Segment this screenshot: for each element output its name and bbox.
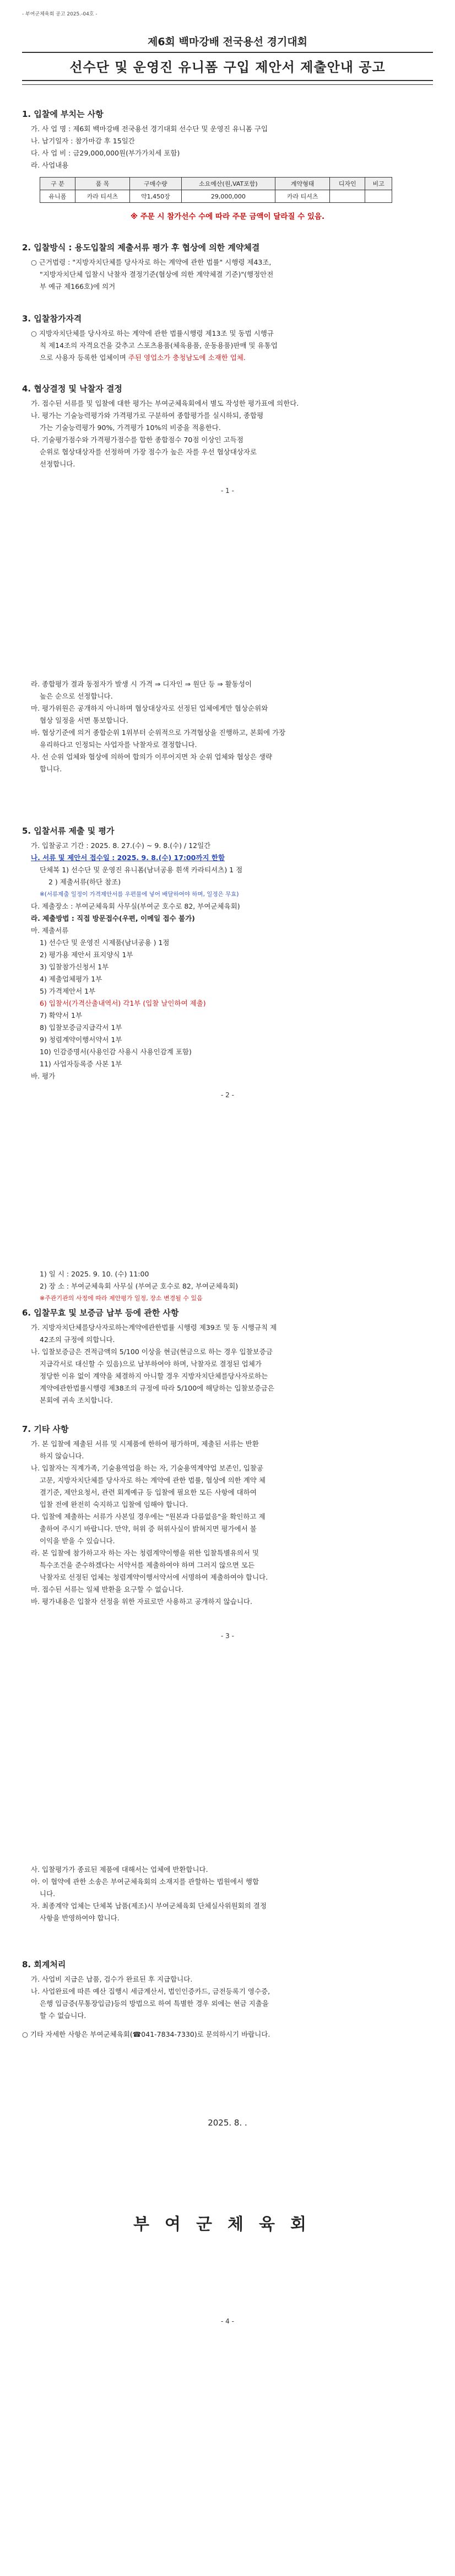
sec6-line: 가. 지방자치단체를당사자로하는계약에관한법률 시행령 제39조 및 동 시행규칙 제 — [31, 1323, 277, 1332]
announcement-date: 2025. 8. . — [208, 2118, 247, 2128]
page-number: - 1 - — [221, 487, 234, 495]
sec7-line: 바. 평가내용은 입찰자 선정을 위한 자료로만 사용하고 공개하지 않습니다. — [31, 1597, 252, 1606]
sec6-line: 42조의 규정에 의합니다. — [40, 1335, 115, 1344]
sec5b-line: 1) 일 시 : 2025. 9. 10. (수) 11:00 — [40, 1270, 149, 1278]
sec7-heading: 7. 기타 사항 — [22, 1424, 69, 1434]
sec7-line: 고문, 지방자치단체를 당사자로 하는 계약에 관한 법률, 협상에 의한 계약 체 — [40, 1476, 266, 1484]
sec3-heading: 3. 입찰참가자격 — [22, 314, 82, 324]
page-4 — [22, 1864, 433, 2325]
sec8-line: 은행 입금증(무통장입금)등의 방법으로 하여 특별한 경우 외에는 현금 지출을 — [40, 1999, 269, 2008]
sec6-line: 계약에관한법률시행령 제38조의 규정에 따라 5/100에 해당하는 입찰보증금은 — [40, 1384, 274, 1392]
table-header: 구매수량 — [130, 178, 182, 190]
sec1-line: 라. 사업내용 — [31, 161, 69, 169]
sec5-heading: 5. 입찰서류 제출 및 평가 — [22, 826, 115, 836]
sec5-line: 2) 평가용 제안서 표지양식 1부 — [40, 951, 133, 959]
page-number: - 3 - — [221, 1632, 234, 1640]
sec1-heading: 1. 입찰에 부치는 사항 — [22, 109, 104, 119]
page-number: - 2 - — [221, 1091, 234, 1099]
table-header: 디자인 — [330, 178, 365, 190]
sec5-line: 단체복 1) 선수단 및 운영진 유니폼(남녀공용 흰색 카라티셔츠) 1 점 — [40, 866, 243, 874]
table-cell: 약1,450장 — [130, 190, 182, 203]
sec7-line: 라. 본 입찰에 참가하고자 하는 자는 청렴계약이행을 위한 입찰특별유의서 및 — [31, 1549, 259, 1557]
sec7-line: 출하여 주시기 바랍니다. 만약, 허위 증 허위사실이 밝혀지면 평가에서 불 — [40, 1525, 257, 1533]
sec2-line: 부 예규 제166호)에 의거 — [40, 282, 116, 291]
sec3-highlight: 주된 영업소가 충청남도에 소재한 업체. — [128, 353, 246, 362]
sec4-line: 협상 일정을 서면 통보합니다. — [40, 716, 128, 724]
sec5-line: 9) 청렴계약이행서약서 1부 — [40, 1035, 122, 1044]
sec3-line: 으로 사용자 등록한 업체이며 주된 영업소가 충청남도에 소재한 업체. — [40, 353, 246, 362]
items-table — [40, 177, 392, 203]
sec4-line: 선정합니다. — [40, 460, 75, 468]
sec7-line: 이익을 받을 수 있습니다. — [40, 1537, 115, 1545]
table-cell — [365, 190, 392, 203]
sec7-line: 가. 본 입찰에 제출된 서류 및 시제품에 한하여 평가하며, 제출된 서류는 반환 — [31, 1440, 259, 1448]
table-header: 구 분 — [40, 178, 75, 190]
sec4-line: 나. 평가는 기술능력평가와 가격평가로 구분하여 종합평가를 실시하되, 종합평 — [31, 411, 264, 420]
table-header: 소요예산(원,VAT포함) — [181, 178, 275, 190]
sec1-note: ※ 주문 시 참가선수 수에 따라 주문 금액이 달라질 수 있음. — [130, 212, 325, 221]
sec4-line: 유리하다고 인정되는 사업자를 낙찰자로 결정합니다. — [40, 740, 197, 749]
sec5-line: 가. 입찰공고 기간 : 2025. 8. 27.(수) ~ 9. 8.(수) / 12일간 — [31, 841, 211, 850]
sec1-line: 가. 사 업 명 : 제6회 백마강배 전국용선 경기대회 선수단 및 운영진 유니폼 구입 — [31, 125, 268, 133]
sec8-heading: 8. 회계처리 — [22, 1960, 66, 1969]
sec6-line: 본회에 귀속 조치합니다. — [40, 1396, 113, 1404]
sec4-line: 라. 종합평가 결과 동점자가 발생 시 가격 ⇒ 디자인 ⇒ 원단 등 ⇒ 활동성이 — [31, 680, 252, 688]
header-note: - 부여군체육회 공고 2025.-04호 - — [22, 12, 98, 17]
sec7-line: 낙찰자로 선정된 업체는 청렴계약이행서약서에 서명하여 제출하여야 합니다. — [40, 1573, 268, 1581]
sec4-line: 순위로 협상대상자를 선정하며 가장 점수가 높은 자를 우선 협상대상자로 — [40, 448, 257, 456]
sec5-line: 8) 입찰보증금지급각서 1부 — [40, 1023, 122, 1032]
sec4-line: 높은 순으로 선정합니다. — [40, 692, 113, 700]
sec7b-line: 사항을 반영하여야 합니다. — [40, 1914, 120, 1922]
sec7-line: 마. 접수된 서류는 일체 반환을 요구할 수 없습니다. — [31, 1585, 184, 1593]
sec5-line: 나. 서류 및 제안서 접수일 : 2025. 9. 8.(수) 17:00까지 한함 — [31, 854, 225, 862]
table-cell: 카라 티셔츠 — [75, 190, 129, 203]
sec5-line: 바. 평가 — [31, 1072, 56, 1080]
table-cell — [330, 190, 365, 203]
sec7-line: 입찰 전에 완전히 숙지하고 입찰에 임해야 합니다. — [40, 1500, 188, 1509]
sec7-line: 결기준, 제안요청서, 관련 회계예규 등 입찰에 필요한 모든 사항에 대하여 — [40, 1488, 257, 1496]
sec4-line: 사. 선 순위 업체와 협상에 의하여 합의가 이루어지면 차 순위 업체와 협상은 생략 — [31, 753, 273, 761]
sec7b-line: 아. 이 협약에 관한 소송은 부여군체육회의 소재지를 관할하는 법원에서 행합 — [31, 1877, 259, 1886]
sec6-line: 나. 입찰보증금은 견적금액의 5/100 이상을 현금(현금으로 하는 경우 입찰보증금 — [31, 1348, 273, 1356]
sec4-line: 마. 평가위원은 공개하지 아니하며 협상대상자로 선정된 업체에게만 협상순위와 — [31, 704, 268, 712]
sec4-line: 가는 기술능력평가 90%, 가격평가 10%의 비중을 적용한다. — [40, 423, 221, 432]
sec5-line: 10) 인감증명서(사용인감 사용시 사용인감계 포함) — [40, 1048, 192, 1056]
sec5-line: 6) 입찰서(가격산출내역서) 각1부 (입찰 날인하여 제출) — [40, 999, 206, 1007]
sec5-line: 11) 사업자등록증 사본 1부 — [40, 1060, 122, 1068]
title-rule-thin — [22, 84, 433, 85]
table-header: 품 목 — [75, 178, 129, 190]
sec6-line: 지급각서로 대신할 수 있음)으로 납부하여야 하며, 낙찰자로 결정된 업체가 — [40, 1360, 262, 1368]
sec2-heading: 2. 입찰방식 : 용도입찰의 제출서류 평가 후 협상에 의한 계약체결 — [22, 243, 260, 253]
sec5b-line: 2) 장 소 : 부여군체육회 사무실 (부여군 호수로 82, 부여군체육회) — [40, 1282, 239, 1290]
sec7-line: 특수조건을 준수하겠다는 서약서를 제출하여야 하며 그러지 않으면 모든 — [40, 1561, 255, 1569]
sec5-line: 5) 가격제안서 1부 — [40, 987, 96, 995]
sec4-line: 다. 기술평가점수와 가격평가점수를 합한 종합점수 70점 이상인 고득점 — [31, 436, 243, 444]
page-number: - 4 - — [221, 2317, 234, 2325]
table-header: 비고 — [365, 178, 392, 190]
sec4-line: 가. 접수된 서류를 및 입찰에 대한 평가는 부여군체육회에서 별도 작성한 평가표에 의한다. — [31, 399, 299, 407]
sec7-line: 나. 입찰자는 직계가족, 기술용역업을 하는 자, 기술용역계약업 보존인, 입찰공 — [31, 1464, 264, 1472]
sec7b-line: 사. 입찰평가가 종료된 제품에 대해서는 업체에 반환합니다. — [31, 1865, 208, 1874]
sec3-line: 칙 제14조의 자격요건을 갖추고 스포츠용품(체육용품, 운동용품)판매 및 유통업 — [40, 341, 278, 350]
sec5-line: 2 ) 제출서류(하단 참조) — [48, 878, 121, 886]
sec7-line: 다. 입찰에 제출하는 서류가 사본일 경우에는 "원본과 다름없음"을 확인하고 제 — [31, 1512, 266, 1521]
table-cell: 유니폼 — [40, 190, 75, 203]
sec5-line: 4) 제출업체평가 1부 — [40, 975, 102, 983]
page-3 — [22, 1268, 433, 1640]
sec4-line: 합니다. — [40, 765, 62, 773]
table-header: 계약형태 — [275, 178, 330, 190]
sec5-line: 3) 입찰참가신청서 1부 — [40, 963, 109, 971]
contact-line: ○ 기타 자세한 사항은 부여군체육회(☎041-7834-7330)로 문의하시기 바랍니다. — [22, 2030, 270, 2038]
title-rule-bottom — [22, 80, 433, 81]
sec5-line: 다. 제출장소 : 부여군체육회 사무실(부여군 호수로 82, 부여군체육회) — [31, 902, 240, 910]
sec5b-line: ※주관기관의 사정에 따라 제안평가 일정, 장소 변경될 수 있음 — [40, 1295, 203, 1302]
sec5-line: ※(서류제출 일정이 가격제안서를 우편물에 넣어 배달하여야 하며, 일정은 무효) — [40, 891, 239, 898]
sec5-line: 1) 선수단 및 운영진 시제품(남녀공용 ) 1점 — [40, 938, 170, 947]
table-cell: 카라 티셔츠 — [275, 190, 330, 203]
title-line1: 제6회 백마강배 전국용선 경기대회 — [147, 36, 308, 48]
title-line2: 선수단 및 운영진 유니폼 구입 제안서 제출안내 공고 — [69, 60, 386, 75]
sec8-line: 나. 사업완료에 따른 예산 집행시 세금계산서, 법인인증카드, 금전등록기 영수증, — [31, 1987, 270, 1995]
sec5-line: 마. 제출서류 — [31, 926, 69, 935]
page-2 — [22, 678, 433, 1099]
table-cell: 29,000,000 — [181, 190, 275, 203]
organization-name: 부여군체육회 — [133, 2215, 322, 2234]
sec7b-line: 자. 최종계약 업체는 단체복 납품(제조)시 부여군체육회 단체실사위원회의 결정 — [31, 1902, 267, 1910]
sec5-line: 7) 확약서 1부 — [40, 1011, 83, 1019]
sec1-line: 다. 사 업 비 : 금29,000,000원(부가가치세 포함) — [31, 149, 180, 157]
table-row — [40, 190, 392, 203]
sec4-heading: 4. 협상결정 및 낙찰자 결정 — [22, 384, 122, 394]
sec6-line: 정당한 이유 없이 계약을 체결하지 아니할 경우 지방자치단체를당사자로하는 — [40, 1372, 268, 1380]
sec2-line: ○ 근거법령 : "지방자치단체를 당사자로 하는 계약에 관한 법률" 시행령 제43조, — [31, 258, 272, 266]
sec3-line: ○ 지방자치단체를 당사자로 하는 계약에 관한 법률시행령 제13조 및 동법 시행규 — [31, 329, 274, 337]
sec4-line: 바. 협상기준에 의거 종합순위 1위부터 순위적으로 가격협상을 진행하고, 본회에 가장 — [31, 728, 286, 737]
sec5-line: 라. 제출방법 : 직접 방문접수(우편, 이메일 접수 불가) — [31, 914, 195, 922]
sec7b-line: 니다. — [40, 1890, 56, 1898]
page-1 — [22, 10, 433, 495]
sec1-line: 나. 납기일자 : 참가마감 후 15일간 — [31, 137, 135, 145]
sec7-line: 하지 않습니다. — [40, 1452, 84, 1460]
title-rule-top — [22, 52, 433, 53]
sec6-heading: 6. 입찰무효 및 보증금 납부 등에 관한 사항 — [22, 1308, 179, 1318]
sec8-line: 가. 사업비 지급은 납품, 검수가 완료된 후 지급합니다. — [31, 1975, 193, 1983]
sec8-line: 할 수 없습니다. — [40, 2011, 86, 2020]
sec2-line: "지방자치단체 입찰시 낙찰자 결정기준(협상에 의한 계약체결 기준)"(행정안전 — [40, 270, 274, 278]
